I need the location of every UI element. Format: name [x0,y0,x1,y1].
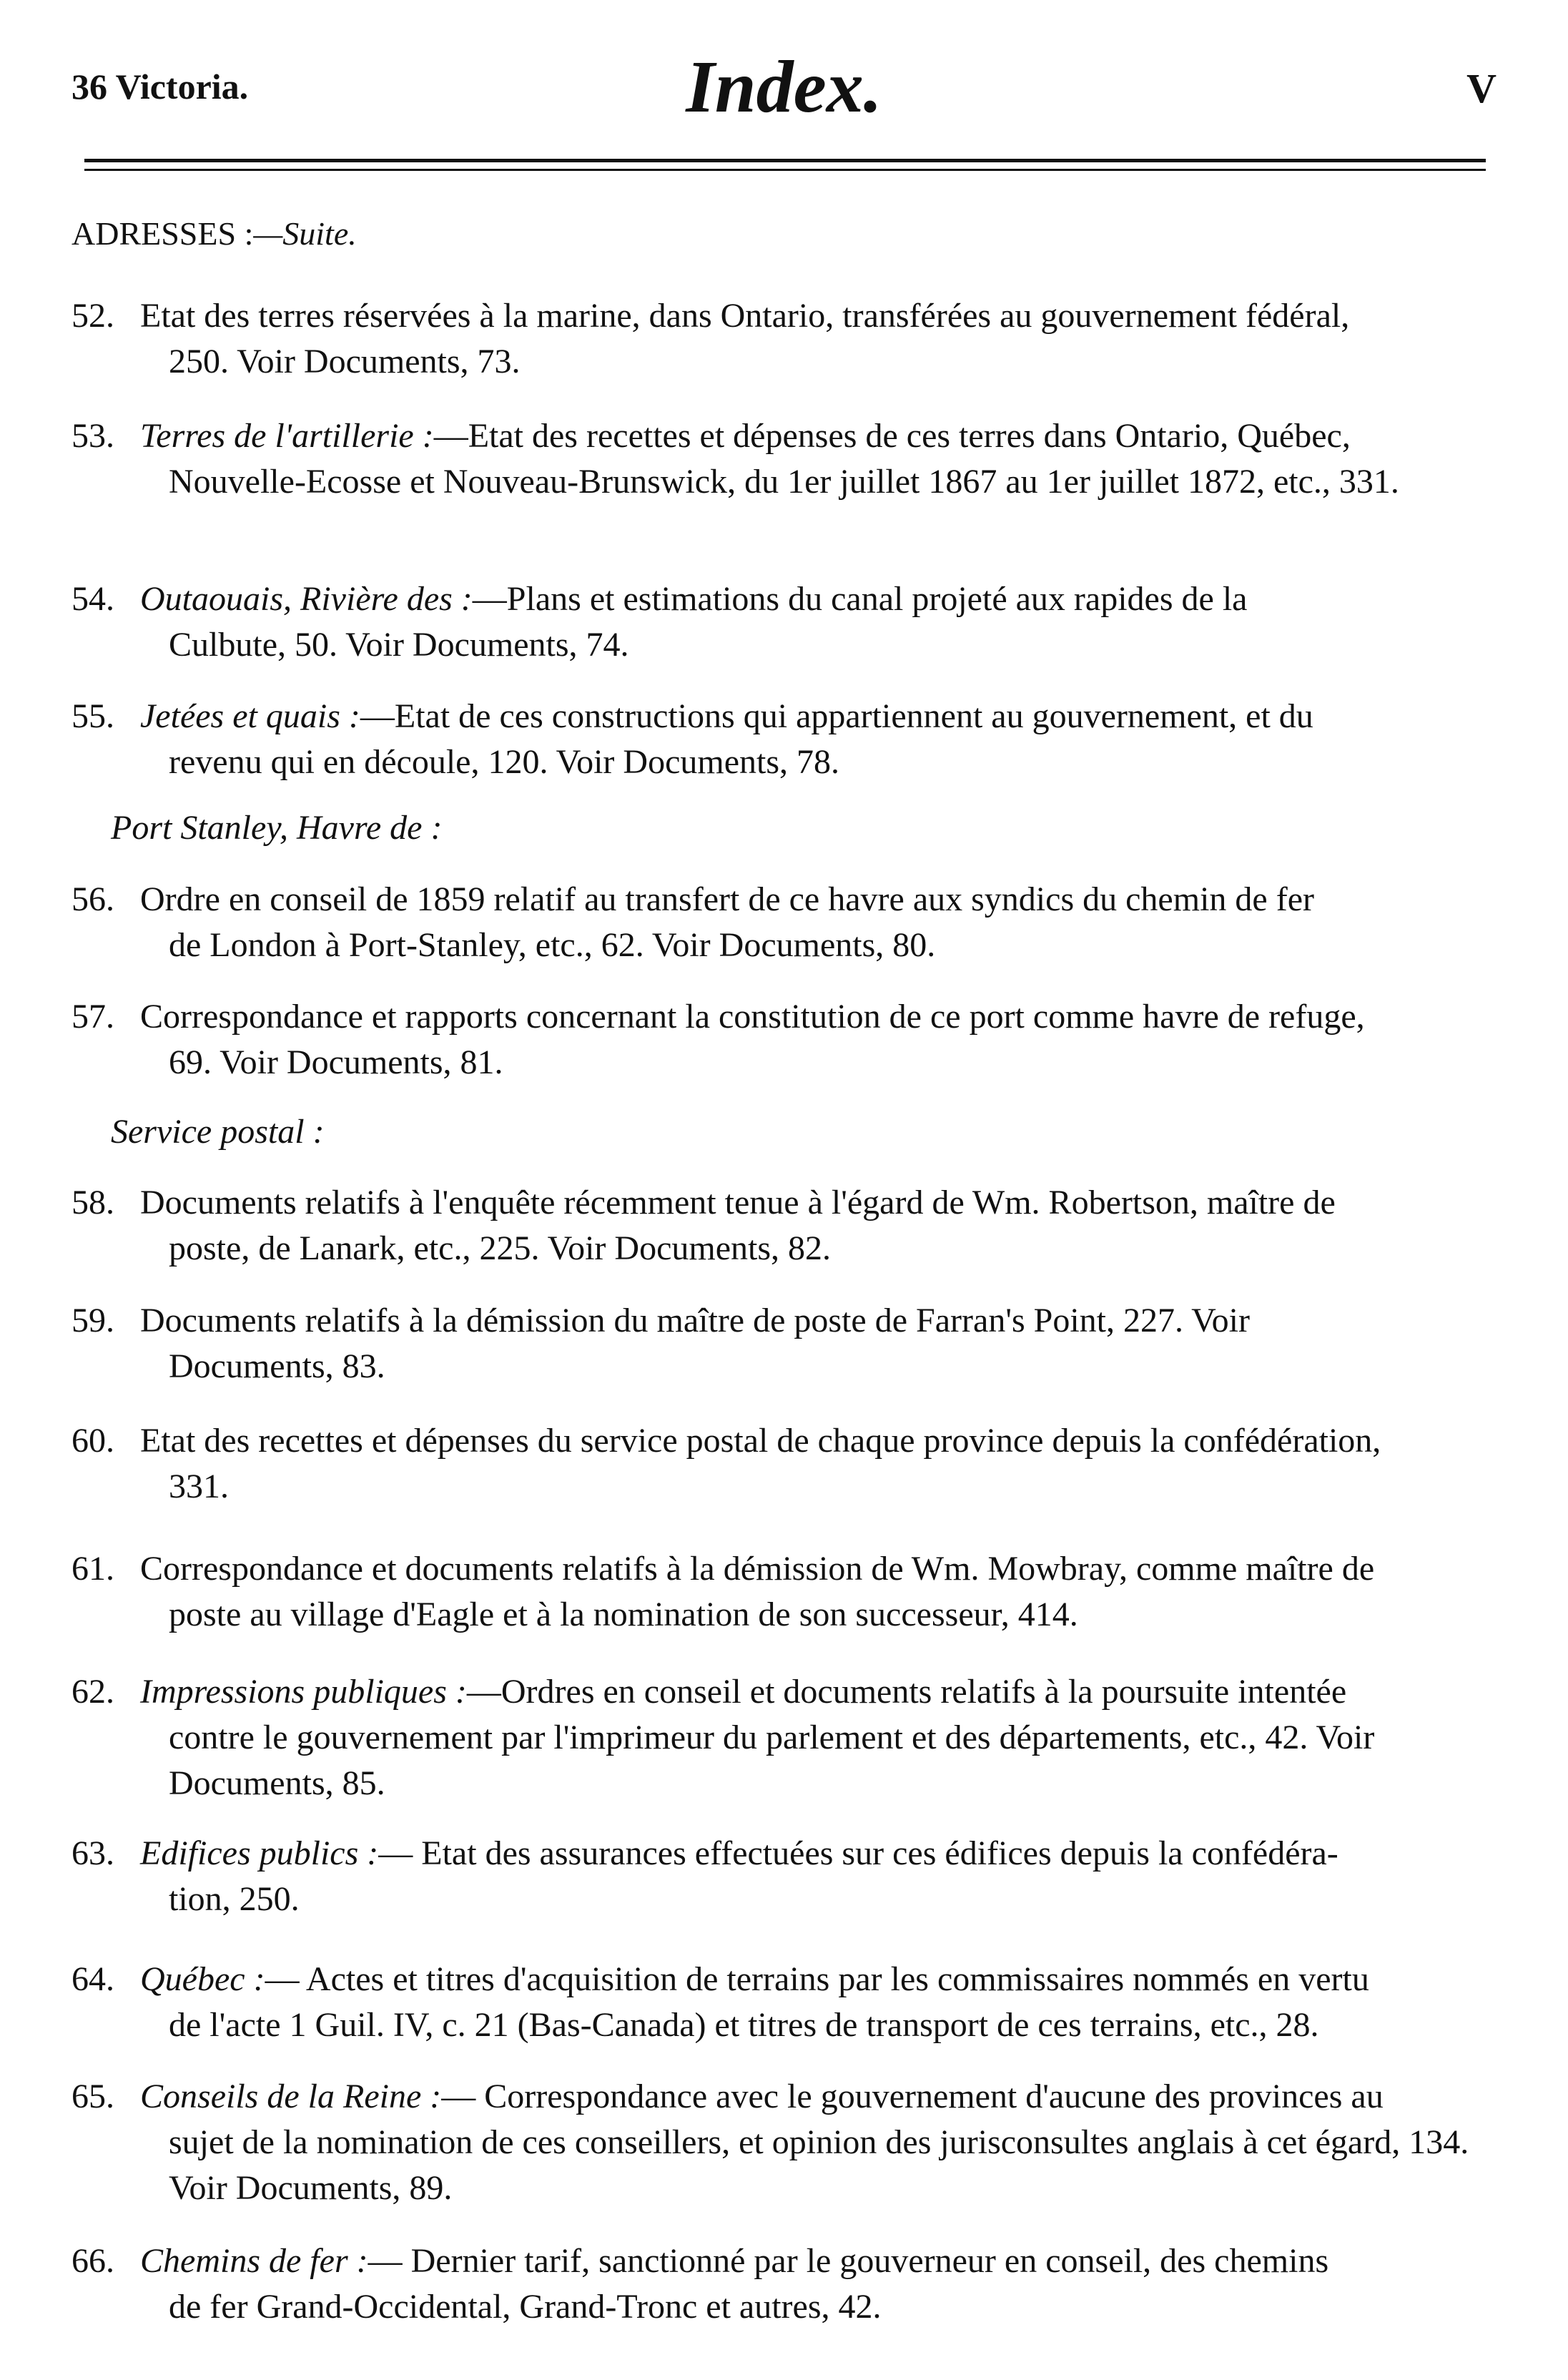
entry-number: 58. [72,1184,114,1221]
entry-number: 65. [72,2077,114,2115]
entry-continuation: revenu qui en découle, 120. Voir Documents, 78. [169,743,840,781]
entry-number: 54. [72,580,114,618]
entry-number: 59. [72,1302,114,1339]
entry-continuation: Documents, 83. [169,1347,385,1385]
entry-text: — Dernier tarif, sanctionné par le gouverneur en conseil, des chemins [368,2242,1329,2280]
entry-text: — Correspondance avec le gouvernement d'aucune des provinces au [441,2077,1384,2115]
subheading-port-stanley: Port Stanley, Havre de : [111,809,443,847]
header-rule-thick [84,159,1486,162]
subheading-service-postal: Service postal : [111,1113,325,1151]
entry-lead: Terres de l'artillerie : [140,417,434,455]
entry-number: 57. [72,998,114,1036]
entry-lead: Jetées et quais : [140,697,360,735]
index-entry [72,694,1502,785]
entry-number: 55. [72,697,114,735]
entry-number: 63. [72,1834,114,1872]
entry-text: — Etat des assurances effectuées sur ces édifices depuis la confédéra- [378,1834,1338,1872]
entry-continuation: de l'acte 1 Guil. IV, c. 21 (Bas-Canada) et titres de transport de ces terrains, etc., 28. [169,2006,1319,2044]
entry-text: —Plans et estimations du canal projeté aux rapides de la [472,580,1248,618]
index-entry [72,1831,1502,1922]
index-entry [72,877,1502,968]
index-entry [72,2074,1502,2211]
index-entry [72,1418,1502,1510]
entry-text: —Etat de ces constructions qui appartiennent au gouvernement, et du [360,697,1313,735]
section-title [72,215,357,252]
entry-text: Ordre en conseil de 1859 relatif au transfert de ce havre aux syndics du chemin de fer [140,880,1314,918]
entry-number: 52. [72,297,114,335]
entry-text: Etat des terres réservées à la marine, dans Ontario, transférées au gouvernement fédéral, [140,297,1350,335]
entry-lead: Impressions publiques : [140,1673,467,1711]
index-entry [72,994,1502,1086]
entry-text: —Ordres en conseil et documents relatifs à la poursuite intentée [466,1673,1347,1711]
entry-lead: Edifices publics : [140,1834,379,1872]
entry-lead: Chemins de fer : [140,2242,368,2280]
index-entry [72,1180,1502,1272]
entry-continuation: poste, de Lanark, etc., 225. Voir Documents, 82. [169,1229,832,1267]
section-title-text: ADRESSES : [72,215,254,252]
entry-lead: Outaouais, Rivière des : [140,580,473,618]
entry-text: — Actes et titres d'acquisition de terrains par les commissaires nommés en vertu [265,1960,1369,1998]
entry-text: Correspondance et documents relatifs à la démission de Wm. Mowbray, comme maître de [140,1550,1375,1588]
entry-continuation: de London à Port-Stanley, etc., 62. Voir Documents, 80. [169,926,936,964]
entry-continuation: de fer Grand-Occidental, Grand-Tronc et autres, 42. [169,2288,882,2326]
entry-lead: Québec : [140,1960,265,1998]
header-rule-thin [84,169,1486,171]
entry-number: 66. [72,2242,114,2280]
header-volume: 36 Victoria. [72,67,249,107]
entry-number: 64. [72,1960,114,1998]
entry-continuation: Culbute, 50. Voir Documents, 74. [169,626,629,664]
entry-text: Correspondance et rapports concernant la constitution de ce port comme havre de refuge, [140,998,1365,1036]
entry-number: 62. [72,1673,114,1711]
page-header [72,44,1496,130]
index-entry [72,1669,1502,1806]
entry-number: 61. [72,1550,114,1588]
entry-lead: Conseils de la Reine : [140,2077,442,2115]
entry-continuation: 250. Voir Documents, 73. [169,343,521,380]
index-entry [72,1957,1502,2048]
entry-continuation: sujet de la nomination de ces conseillers, et opinion des jurisconsultes anglais à cet égard, 134. Voir Documents, 89. [169,2123,1469,2207]
index-entry [72,293,1502,385]
entry-continuation: contre le gouvernement par l'imprimeur du parlement et des départements, etc., 42. Voir Documents, 85. [169,1718,1375,1802]
entry-continuation: 331. [169,1467,229,1505]
index-entry [72,576,1502,668]
entry-text: Documents relatifs à la démission du maître de poste de Farran's Point, 227. Voir [140,1302,1250,1339]
entry-continuation: 69. Voir Documents, 81. [169,1043,503,1081]
entry-continuation: Nouvelle-Ecosse et Nouveau-Brunswick, du 1er juillet 1867 au 1er juillet 1872, etc., 331. [169,463,1399,501]
entry-continuation: tion, 250. [169,1880,300,1918]
entry-continuation: poste au village d'Eagle et à la nomination de son successeur, 414. [169,1595,1078,1633]
header-title: Index. [686,46,882,128]
index-entry [72,1298,1502,1390]
entry-text: —Etat des recettes et dépenses de ces terres dans Ontario, Québec, [433,417,1351,455]
entry-number: 53. [72,417,114,455]
entry-text: Documents relatifs à l'enquête récemment tenue à l'égard de Wm. Robertson, maître de [140,1184,1336,1221]
entry-number: 56. [72,880,114,918]
section-suite: —Suite. [253,215,357,252]
index-entry [72,413,1502,505]
index-entry [72,1546,1502,1638]
entry-text: Etat des recettes et dépenses du service postal de chaque province depuis la confédération, [140,1422,1381,1460]
header-page-number: V [1466,65,1496,112]
entry-number: 60. [72,1422,114,1460]
index-entry [72,2238,1502,2330]
